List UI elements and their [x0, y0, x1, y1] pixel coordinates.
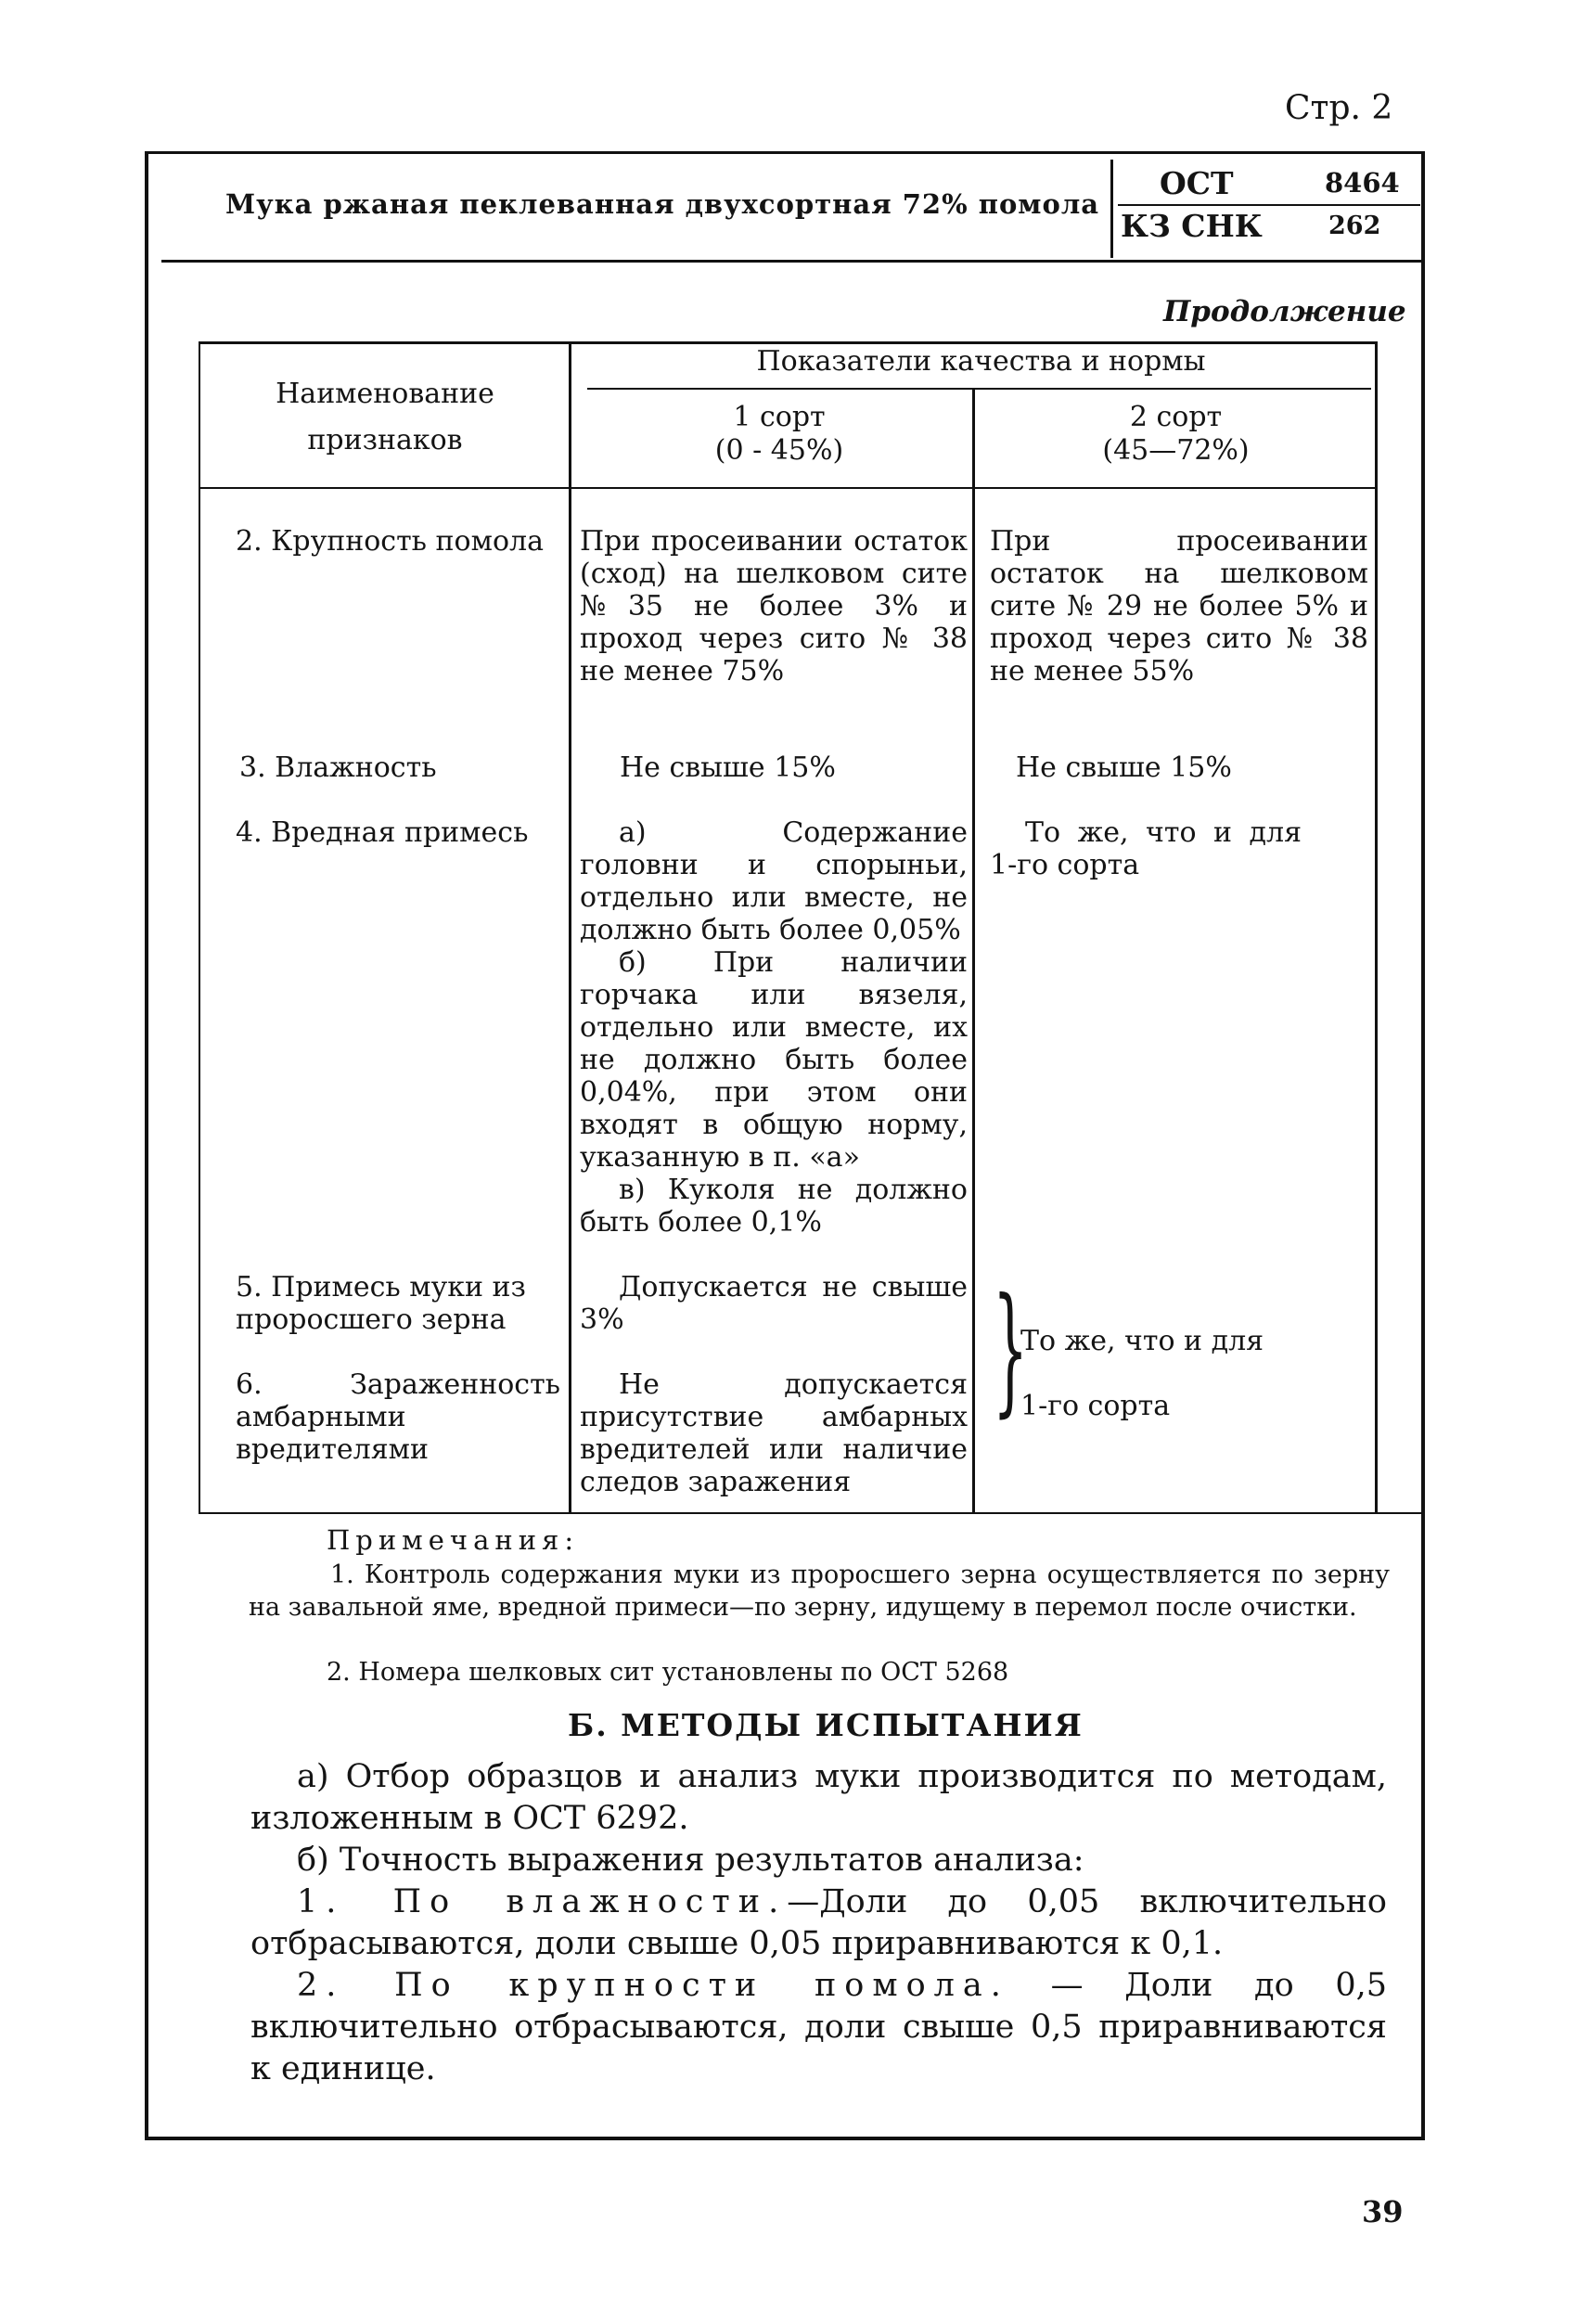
row-name-grind-size: 2. Крупность помола: [236, 525, 544, 558]
row-harmful-impurity-grade1-b: б) При наличии горчака или вязеля, отдельно или вместе, их не должно быть более 0,04%, при этом они входят в общую норму, указанную в п. «а»: [580, 946, 968, 1174]
row-name-sprouted-grain: 5. Примесь муки из проросшего зерна: [236, 1271, 526, 1336]
table-bottom-rule: [199, 1512, 1425, 1514]
table-left-rule: [199, 341, 200, 1512]
standard-fraction-line: [1118, 204, 1420, 206]
grind-text: — Доли до 0,5 включительно отбрасываются, доли свыше 0,5 приравниваются к единице.: [250, 1967, 1387, 2087]
column-header-group: Показатели качества и нормы: [756, 345, 1206, 378]
row-pest-infestation-grade1: Не допускается присутствие амбарных вредителей или наличие следов заражения: [580, 1368, 968, 1498]
table-header-rule: [199, 487, 1375, 489]
row-moisture-grade2: Не свыше 15%: [1016, 751, 1232, 784]
paragraph-moisture: [250, 1881, 1387, 1965]
column-header-grade1-range: (0 - 45%): [714, 434, 844, 467]
row-name-moisture: 3. Влажность: [239, 751, 437, 784]
moisture-label: 1. По влажности.: [297, 1883, 788, 1920]
grind-label: 2. По крупности помола.: [297, 1967, 1009, 2004]
paragraph-a: а) Отбор образцов и анализ муки производится по методам, изложенным в ОСТ 6292.: [250, 1758, 1387, 1837]
continuation-label: Продолжение: [1163, 295, 1406, 328]
row-name-harmful-impurity: 4. Вредная примесь: [236, 816, 529, 849]
page-number: Стр. 2: [1285, 89, 1393, 127]
paragraph-grind: [250, 1965, 1387, 2090]
column-header-grade1: 1 сорт: [733, 401, 826, 433]
row-name-pest-infestation: 6. Зараженность амбарными вредителями: [236, 1368, 560, 1466]
document-title: Мука ржаная пеклеванная двухсортная 72% помола: [225, 188, 1100, 220]
folio-number: 39: [1362, 2194, 1404, 2229]
column-header-name: Наименование признаков: [276, 378, 494, 456]
row-harmful-impurity-grade1-c: в) Куколя не должно быть более 0,1%: [580, 1174, 968, 1239]
table-top-rule: [199, 341, 1375, 344]
row-grind-size-grade2: При просеивании остаток на шелковом сите № 29 не более 5% и проход через сито № 38 не менее 55%: [990, 525, 1368, 687]
notes-title: Примечания:: [327, 1524, 580, 1556]
rows-5-6-grade2-line2: 1-го сорта: [1020, 1390, 1171, 1422]
header-divider: [1110, 160, 1113, 258]
paragraph-b: б) Точность выражения результатов анализа:: [297, 1842, 1084, 1879]
column-header-grade2-range: (45—72%): [1102, 434, 1250, 467]
standard-top: ОСТ: [1160, 165, 1234, 201]
row-harmful-impurity-grade1-a: а) Содержание головни и спорыньи, отдельно или вместе, не должно быть более 0,05%: [580, 816, 968, 946]
header-rule: [161, 260, 1425, 263]
table-col1-rule: [569, 341, 571, 1512]
moisture-text: —Доли до 0,05 включительно отбрасываются, доли свыше 0,05 приравниваются к 0,1.: [250, 1883, 1387, 1962]
note-2: 2. Номера шелковых сит установлены по ОСТ 5268: [327, 1658, 1009, 1687]
standard-bottom: КЗ СНК: [1121, 208, 1263, 244]
note-1: 1. Контроль содержания муки из проросшего зерна осуществляется по зерну на завальной яме, вредной примеси—по зерну, идущему в перемол после очистки.: [249, 1560, 1390, 1622]
table-col2-rule: [972, 390, 975, 1512]
row-sprouted-grain-grade1: Допускается не свыше 3%: [580, 1271, 968, 1336]
table-group-rule: [587, 388, 1371, 390]
section-heading: Б. МЕТОДЫ ИСПЫТАНИЯ: [568, 1707, 1084, 1743]
table-right-rule: [1375, 341, 1378, 1512]
column-header-grade2: 2 сорт: [1129, 401, 1223, 433]
rows-5-6-grade2-line1: То же, что и для: [1020, 1325, 1264, 1357]
row-harmful-impurity-grade2: То же, что и для 1-го сорта: [990, 816, 1302, 881]
brace-icon: }: [993, 1269, 1029, 1431]
row-moisture-grade1: Не свыше 15%: [620, 751, 836, 784]
row-grind-size-grade1: При просеивании остаток (сход) на шелковом сите №35 не более 3% и проход через сито № 38 не менее 75%: [580, 525, 968, 687]
standard-number-bottom: 262: [1328, 212, 1381, 240]
standard-number-top: 8464: [1325, 167, 1400, 199]
